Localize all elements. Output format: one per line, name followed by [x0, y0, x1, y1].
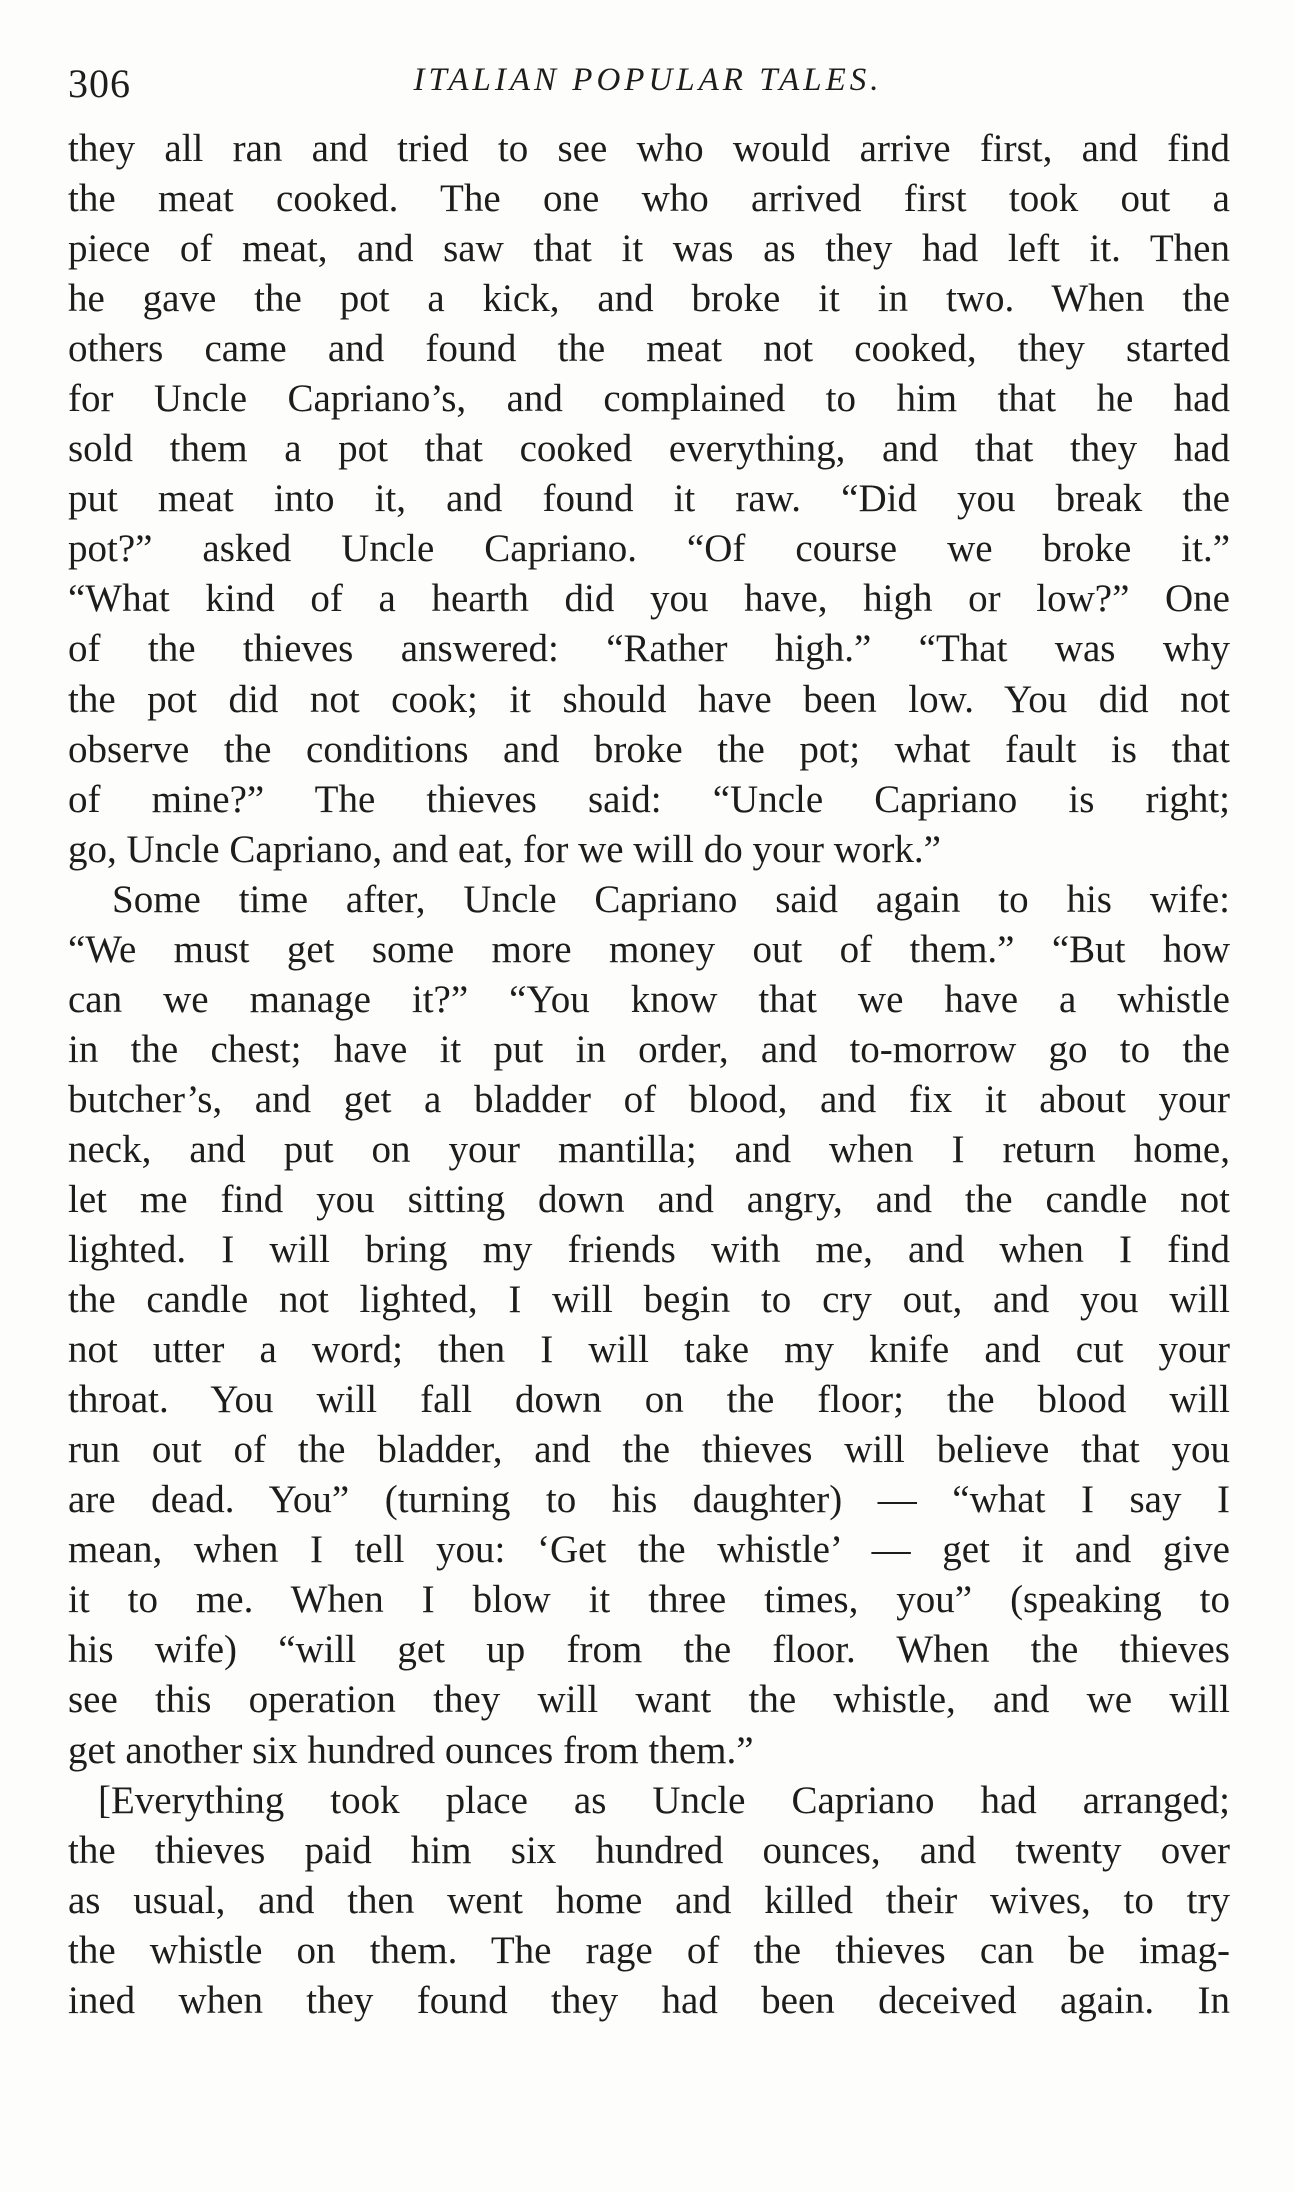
text-line: “What kind of a hearth did you have, high or low?” One	[68, 577, 1230, 621]
text-line: neck, and put on your mantilla; and when I return home,	[68, 1127, 1230, 1171]
text-line: the meat cooked. The one who arrived first took out a	[68, 177, 1230, 221]
text-line: go, Uncle Capriano, and eat, for we will do your work.”	[68, 827, 941, 871]
text-line: for Uncle Capriano’s, and complained to him that he had	[68, 377, 1230, 421]
text-line: in the chest; have it put in order, and to-morrow go to the	[68, 1027, 1230, 1071]
text-line: it to me. When I blow it three times, you” (speaking to	[68, 1578, 1230, 1622]
text-line: mean, when I tell you: ‘Get the whistle’ — get it and give	[68, 1528, 1230, 1572]
text-line: pot?” asked Uncle Capriano. “Of course we broke it.”	[68, 527, 1230, 571]
page-header	[68, 52, 1228, 122]
text-line: put meat into it, and found it raw. “Did you break the	[68, 477, 1230, 521]
text-line: observe the conditions and broke the pot; what fault is that	[68, 727, 1230, 771]
text-line: sold them a pot that cooked everything, and that they had	[68, 427, 1230, 471]
running-title: ITALIAN POPULAR TALES.	[413, 62, 883, 98]
text-line: his wife) “will get up from the floor. When the thieves	[68, 1628, 1230, 1672]
text-line: can we manage it?” “You know that we have a whistle	[68, 977, 1230, 1021]
text-line: Some time after, Uncle Capriano said again to his wife:	[112, 877, 1230, 921]
text-line: not utter a word; then I will take my knife and cut your	[68, 1328, 1230, 1372]
text-line: of mine?” The thieves said: “Uncle Capriano is right;	[68, 777, 1230, 821]
text-line: run out of the bladder, and the thieves will believe that you	[68, 1428, 1230, 1472]
text-line: of the thieves answered: “Rather high.” “That was why	[68, 627, 1230, 671]
page-number: 306	[68, 61, 131, 106]
text-line: others came and found the meat not cooked, they started	[68, 327, 1230, 371]
text-line: [Everything took place as Uncle Capriano had arranged;	[98, 1778, 1230, 1822]
text-line: are dead. You” (turning to his daughter) — “what I say I	[68, 1478, 1230, 1522]
text-line: the candle not lighted, I will begin to cry out, and you will	[68, 1278, 1230, 1322]
text-line: let me find you sitting down and angry, and the candle not	[68, 1177, 1230, 1221]
text-line: get another six hundred ounces from them.”	[68, 1728, 754, 1772]
text-line: lighted. I will bring my friends with me, and when I find	[68, 1228, 1230, 1272]
text-line: ined when they found they had been deceived again. In	[68, 1978, 1230, 2022]
text-line: the thieves paid him six hundred ounces, and twenty over	[68, 1828, 1230, 1872]
text-line: butcher’s, and get a bladder of blood, and fix it about your	[68, 1077, 1230, 1121]
text-line: see this operation they will want the whistle, and we will	[68, 1678, 1230, 1722]
text-line: the pot did not cook; it should have been low. You did not	[68, 677, 1230, 721]
body-text	[68, 124, 1230, 2026]
text-line: they all ran and tried to see who would arrive first, and find	[68, 127, 1230, 170]
text-line: as usual, and then went home and killed their wives, to try	[68, 1878, 1230, 1922]
text-line: throat. You will fall down on the floor; the blood will	[68, 1378, 1230, 1422]
text-line: he gave the pot a kick, and broke it in two. When the	[68, 277, 1230, 321]
text-line: the whistle on them. The rage of the thieves can be imag-	[68, 1928, 1230, 1972]
text-line: “We must get some more money out of them.” “But how	[68, 927, 1230, 971]
text-line: piece of meat, and saw that it was as they had left it. Then	[68, 227, 1230, 271]
